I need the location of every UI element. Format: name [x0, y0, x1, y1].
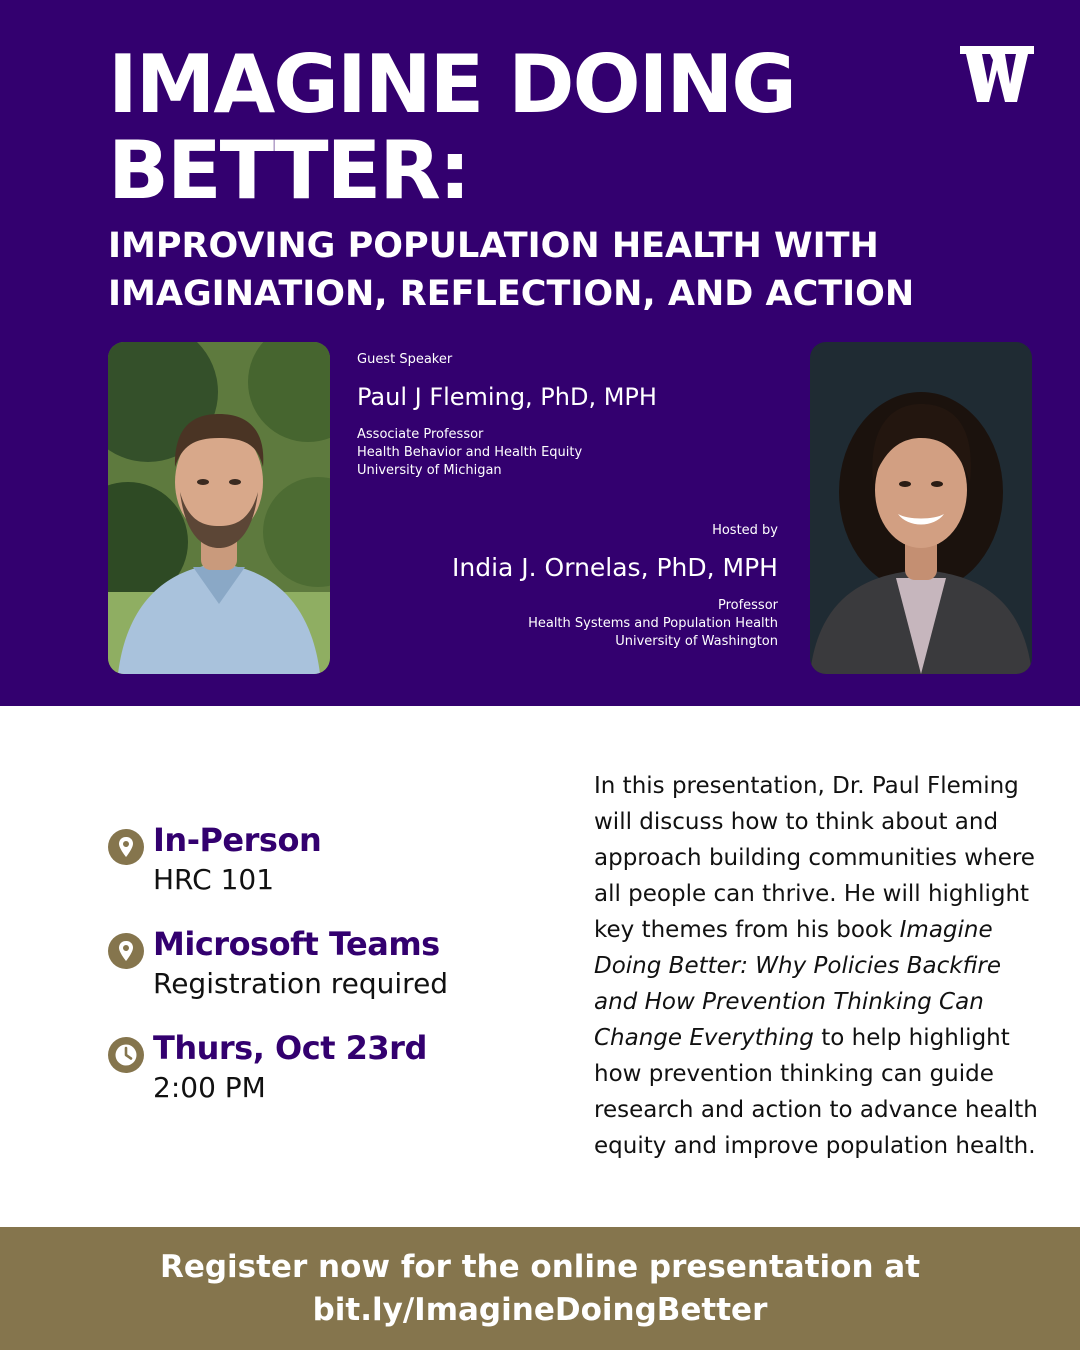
speaker-title: Associate Professor — [357, 427, 484, 442]
speaker-department: Health Behavior and Health Equity — [357, 445, 583, 460]
host-title: Professor — [717, 598, 778, 613]
title-line-2: BETTER: — [108, 124, 469, 217]
online-note: Registration required — [153, 967, 449, 1000]
hosted-by-label: Hosted by — [712, 523, 778, 538]
description-text-1: In this presentation, Dr. Paul Fleming will discuss how to think about and approach building communities where all people can thrive. He will highlight key themes from his book — [594, 773, 1035, 943]
online-title: Microsoft Teams — [153, 925, 440, 963]
event-date: Thurs, Oct 23rd — [153, 1029, 427, 1067]
detail-in-person — [108, 820, 548, 900]
title-line-1: IMAGINE DOING — [108, 38, 795, 131]
subtitle-line-2: IMAGINATION, REFLECTION, AND ACTION — [108, 274, 915, 314]
event-details — [108, 820, 548, 1132]
host-institution: University of Washington — [615, 634, 778, 649]
location-pin-icon — [108, 933, 144, 969]
host-block — [420, 521, 778, 651]
host-photo — [810, 342, 1032, 674]
speaker-institution: University of Michigan — [357, 463, 502, 478]
guest-speaker-block — [357, 350, 777, 480]
host-name: India J. Ornelas, PhD, MPH — [451, 553, 778, 582]
in-person-location: HRC 101 — [153, 863, 275, 896]
speaker-name: Paul J Fleming, PhD, MPH — [357, 383, 657, 411]
book-title: Imagine Doing Better: Why Policies Backfire and How Prevention Thinking Can Change Everything — [594, 917, 1002, 1051]
detail-online — [108, 924, 548, 1004]
speaker-affiliation — [357, 426, 777, 480]
footer-line-1: Register now for the online presentation at — [159, 1249, 921, 1285]
clock-icon — [108, 1037, 144, 1073]
host-department: Health Systems and Population Health — [528, 616, 778, 631]
registration-footer — [0, 1227, 1080, 1350]
location-pin-icon — [108, 829, 144, 865]
guest-speaker-label: Guest Speaker — [357, 352, 453, 367]
host-affiliation — [420, 597, 778, 651]
event-title — [108, 38, 928, 217]
speaker-photo — [108, 342, 330, 674]
registration-link[interactable]: bit.ly/ImagineDoingBetter — [312, 1292, 768, 1328]
uw-logo-icon — [960, 46, 1034, 102]
event-subtitle — [108, 222, 968, 318]
event-description — [594, 768, 1044, 1164]
subtitle-line-1: IMPROVING POPULATION HEALTH WITH — [108, 226, 879, 266]
event-time: 2:00 PM — [153, 1071, 266, 1104]
description-text-2: to help highlight how prevention thinking can guide research and action to advance health equity and improve population health. — [594, 1025, 1038, 1159]
in-person-title: In-Person — [153, 821, 322, 859]
detail-datetime — [108, 1028, 548, 1108]
